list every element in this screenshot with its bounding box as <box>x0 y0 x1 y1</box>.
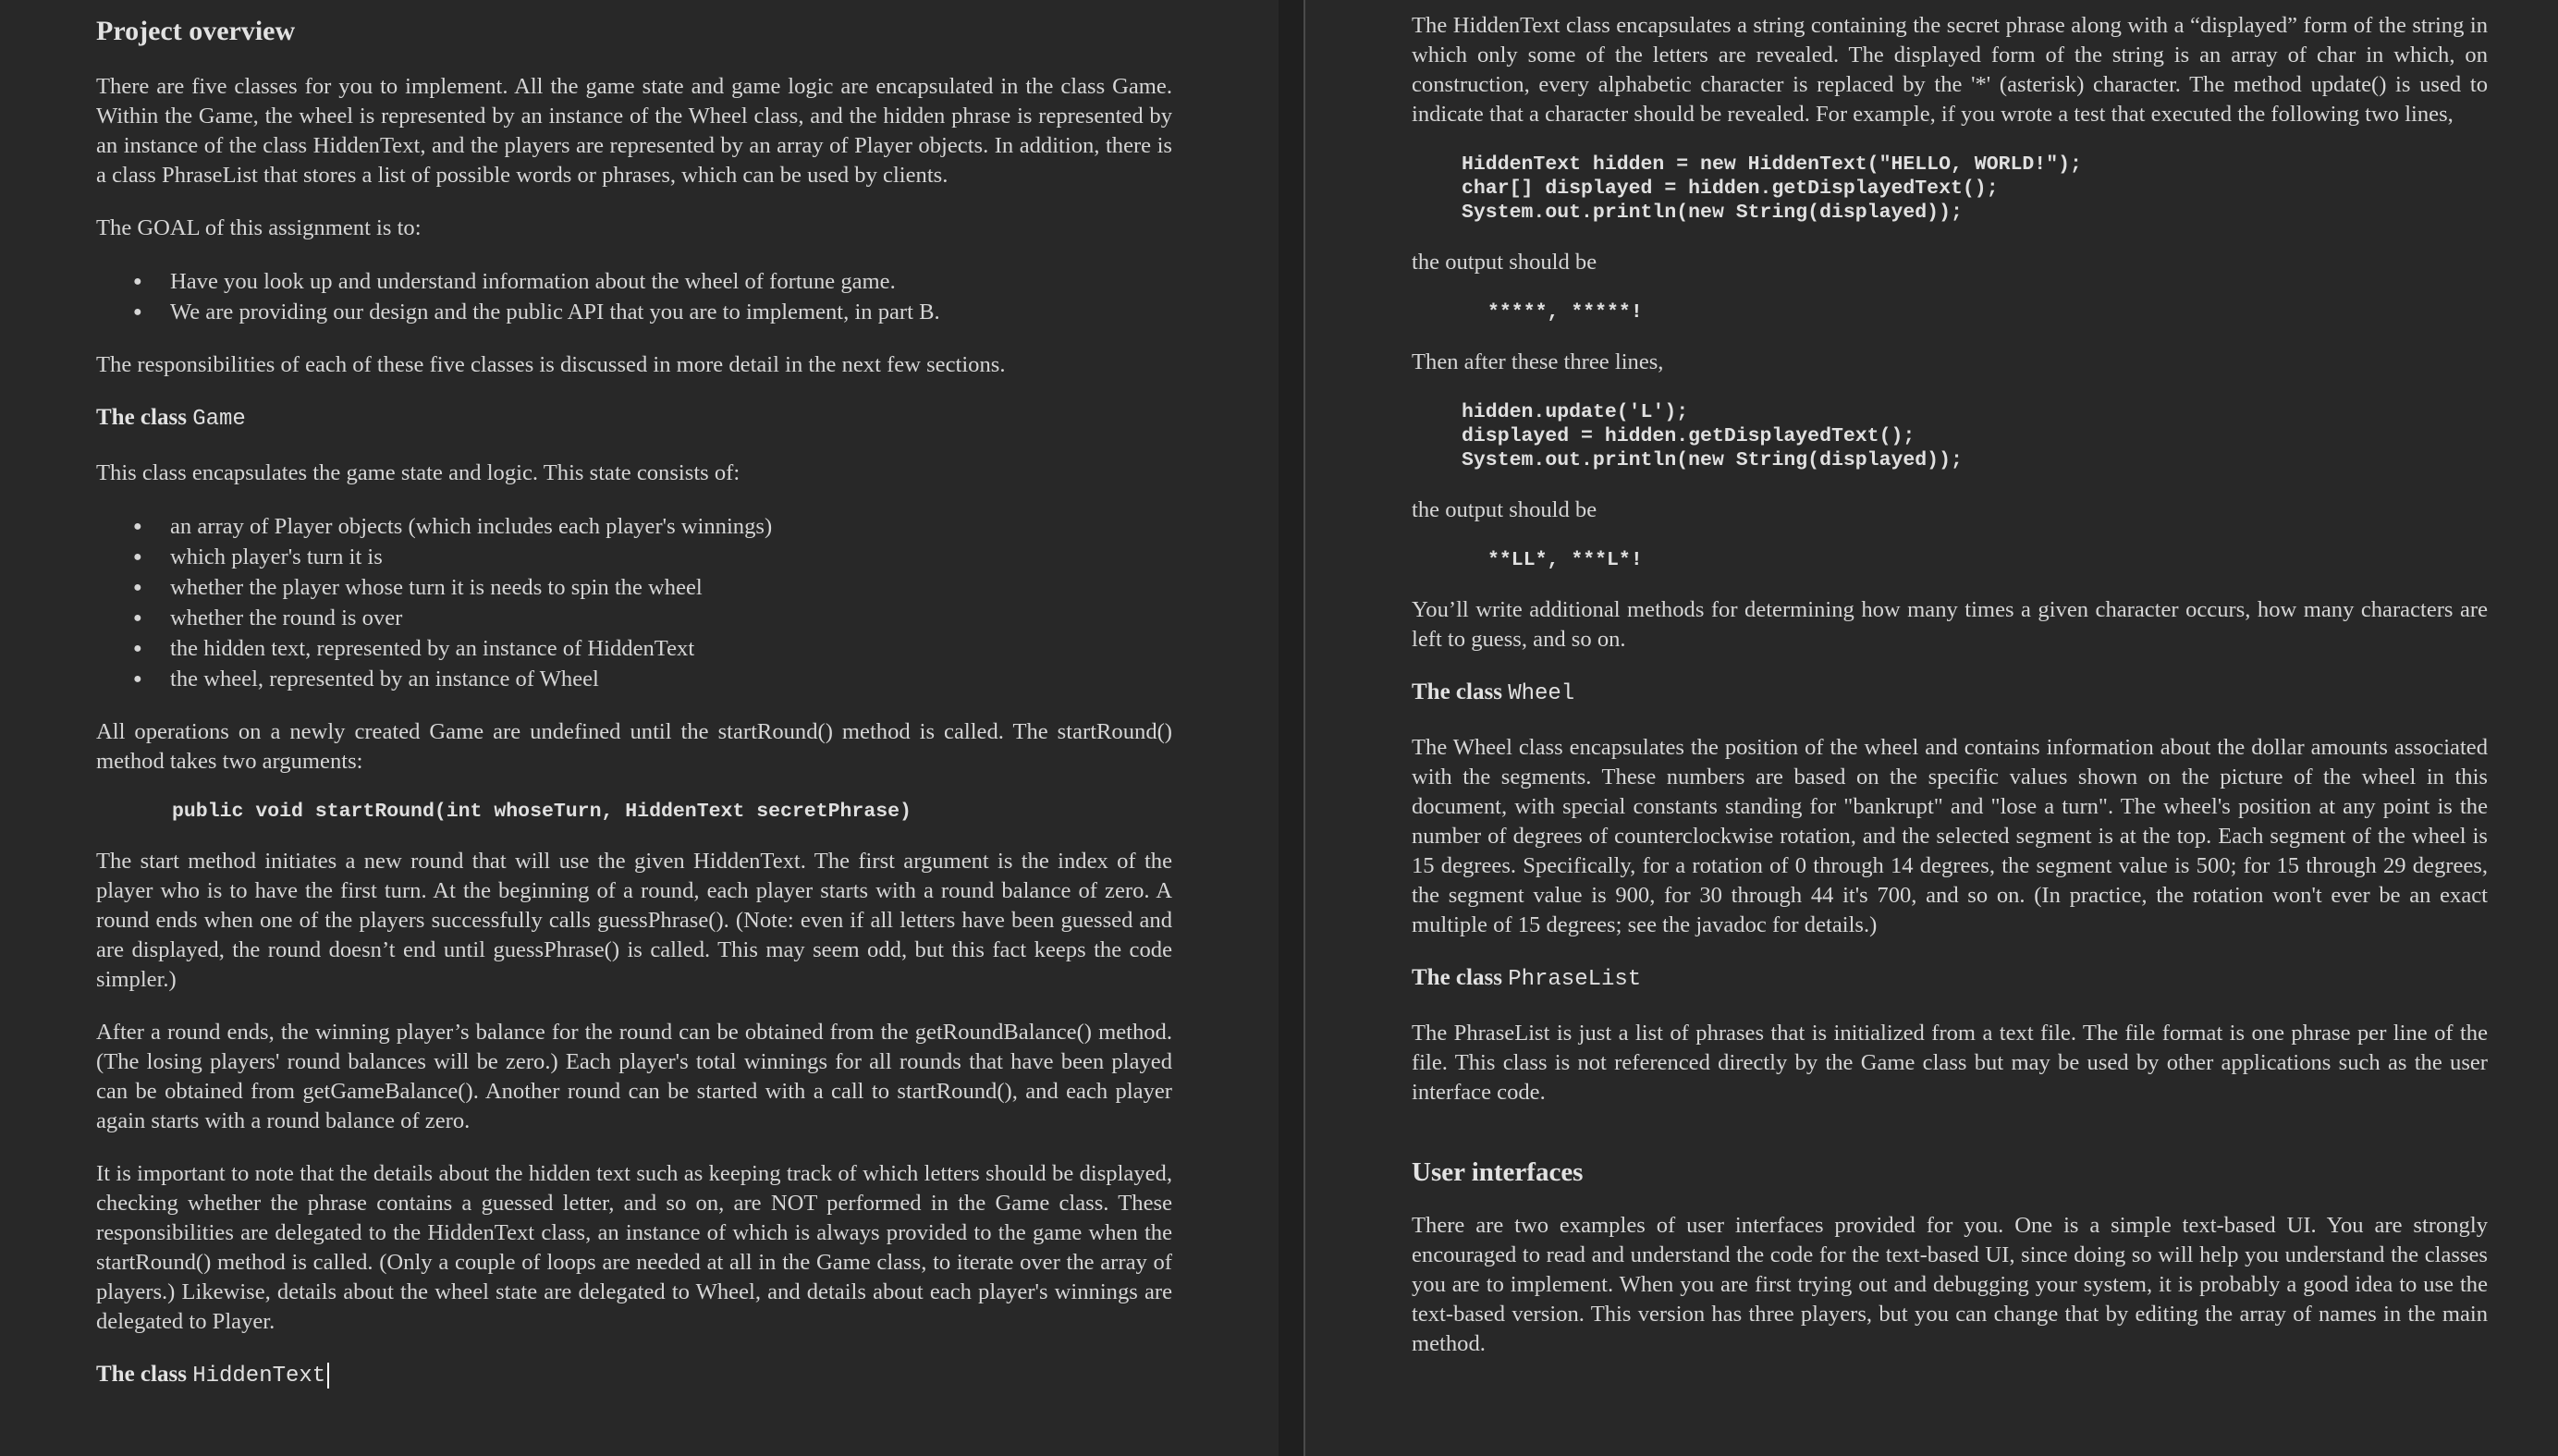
goal-item: ● We are providing our design and the public API that you are to implement, in part B. <box>170 297 1172 327</box>
additional-paragraph: You’ll write additional methods for determining how many times a given character occurs, how many characters are left to guess, and so on. <box>1412 597 2488 652</box>
page-title: Project overview <box>96 16 296 46</box>
game-state-item: ● an array of Player objects (which includes each player's winnings) <box>170 511 1172 542</box>
left-page-content[interactable] <box>96 15 1172 1391</box>
code-line: hidden.update('L'); <box>1462 401 1689 423</box>
game-state-item: ● the hidden text, represented by an instance of HiddenText <box>170 633 1172 664</box>
wheel-heading <box>1412 678 2488 709</box>
start-method-paragraph: The start method initiates a new round that will use the given HiddenText. The first argument is the index of the player who is to have the first turn. At the beginning of a round, each player starts with a round balance of zero. A round ends when one of the players successfully calls guessPhrase(). (Note: even if all letters have been guessed and are displayed, the round doesn’t end until guessPhrase() is called. This may seem odd, but this fact keeps the code simpler.) <box>96 849 1172 992</box>
user-interfaces-heading: User interfaces <box>1412 1157 1584 1187</box>
heading-code: PhraseList <box>1508 967 1642 992</box>
heading-code: HiddenText <box>192 1364 326 1389</box>
phraselist-heading <box>1412 963 2488 995</box>
goal-intro: The GOAL of this assignment is to: <box>96 215 422 240</box>
responsibilities-paragraph: The responsibilities of each of these five classes is discussed in more detail in the next few sections. <box>96 352 1006 377</box>
phraselist-paragraph: The PhraseList is just a list of phrases that is initialized from a text file. The file format is one phrase per line of the file. This class is not referenced directly by the Game class but may be used by other applications such as the user interface code. <box>1412 1021 2488 1105</box>
hiddentext-intro: The HiddenText class encapsulates a string containing the secret phrase along with a “displayed” form of the string in which only some of the letters are revealed. The displayed form of the string is an array of char in which, on construction, every alphabetic character is replaced by the '*' (asterisk) character. The method update() is used to indicate that a character should be revealed. For example, if you wrote a test that executed the following two lines, <box>1412 13 2488 127</box>
game-heading <box>96 403 1172 434</box>
code-line: char[] displayed = hidden.getDisplayedText(); <box>1462 177 1999 200</box>
heading-code: Wheel <box>1508 681 1575 706</box>
code-line: System.out.println(new String(displayed)); <box>1462 202 1963 224</box>
operations-paragraph: All operations on a newly created Game are undefined until the startRound() method is called. The startRound() method takes two arguments: <box>96 719 1172 774</box>
goal-item: ● Have you look up and understand information about the wheel of fortune game. <box>170 266 1172 297</box>
heading-prefix: The class <box>96 405 193 430</box>
intro-paragraph: There are five classes for you to implement. All the game state and game logic are encapsulated in the class Game. Within the Game, the wheel is represented by an instance of the Wheel class, and the hidden phrase is represented by an instance of the class HiddenText, and the players are represented by an array of Player objects. In addition, there is a class PhraseList that stores a list of possible words or phrases, which can be used by clients. <box>96 74 1172 188</box>
important-paragraph: It is important to note that the details about the hidden text such as keeping track of which letters should be displayed, checking whether the phrase contains a guessed letter, and so on, are NOT performed in the Game class. These responsibilities are delegated to the HiddenText class, an instance of which is always provided to the game when the startRound() method is called. (Only a couple of loops are needed at all in the Game class, to iterate over the array of players.) Likewise, details about the wheel state are delegated to Wheel, and details about each player's winnings are delegated to Player. <box>96 1161 1172 1334</box>
text-cursor <box>327 1363 329 1389</box>
output-label-2: the output should be <box>1412 497 1597 522</box>
right-page-content[interactable] <box>1412 11 2488 1359</box>
code-line: System.out.println(new String(displayed)); <box>1462 449 1963 471</box>
wheel-paragraph: The Wheel class encapsulates the position of the wheel and contains information about the dollar amounts associated with the segments. These numbers are based on the specific values shown on the picture of the wheel in this document, with special constants standing for "bankrupt" and "lose a turn". The wheel's position at any point is the number of degrees of counterclockwise rotation, and the selected segment is at the top. Each segment of the wheel is 15 degrees. Specifically, for a rotation of 0 through 14 degrees, the segment value is 500; for 15 through 29 degrees, the segment value is 900, for 30 through 44 it's 700, and so on. (In practice, the rotation won't ever be an exact multiple of 15 degrees; see the javadoc for details.) <box>1412 735 2488 937</box>
heading-prefix: The class <box>1412 679 1509 704</box>
game-state-item: ● whether the player whose turn it is needs to spin the wheel <box>170 572 1172 603</box>
output-label-1: the output should be <box>1412 250 1597 275</box>
hiddentext-heading <box>96 1360 1172 1391</box>
game-state-item: ● which player's turn it is <box>170 542 1172 572</box>
game-state-item: ● whether the round is over <box>170 603 1172 633</box>
right-page <box>1305 0 2558 1456</box>
after-round-paragraph: After a round ends, the winning player’s balance for the round can be obtained from the getRoundBalance() method. (The losing players' round balances will be zero.) Each player's total winnings for all rounds that have been played can be obtained from getGameBalance(). Another round can be started with a call to startRound(), and each player again starts with a round balance of zero. <box>96 1020 1172 1133</box>
then-label: Then after these three lines, <box>1412 349 1664 374</box>
game-state-item: ● the wheel, represented by an instance of Wheel <box>170 664 1172 694</box>
game-intro: This class encapsulates the game state and logic. This state consists of: <box>96 460 740 485</box>
code-line: displayed = hidden.getDisplayedText(); <box>1462 425 1915 447</box>
page-gutter <box>1279 0 1303 1456</box>
startround-signature: public void startRound(int whoseTurn, HiddenText secretPhrase) <box>172 801 912 823</box>
user-interfaces-paragraph: There are two examples of user interfaces provided for you. One is a simple text-based UI. You are strongly encouraged to read and understand the code for the text-based UI, since doing so will help you understand the classes you are to implement. When you are first trying out and debugging your system, it is probably a good idea to use the text-based version. This version has three players, but you can change that by editing the array of names in the main method. <box>1412 1213 2488 1356</box>
code-line: HiddenText hidden = new HiddenText("HELLO, WORLD!"); <box>1462 153 2082 176</box>
heading-prefix: The class <box>1412 965 1509 990</box>
code-example-1 <box>1462 153 2488 225</box>
game-state-list <box>96 511 1172 694</box>
heading-prefix: The class <box>96 1362 193 1387</box>
goal-list <box>96 266 1172 327</box>
output-example-1: *****, *****! <box>1487 301 1643 324</box>
code-example-2 <box>1462 400 2488 472</box>
heading-code: Game <box>192 407 246 432</box>
output-example-2: **LL*, ***L*! <box>1487 549 1643 571</box>
